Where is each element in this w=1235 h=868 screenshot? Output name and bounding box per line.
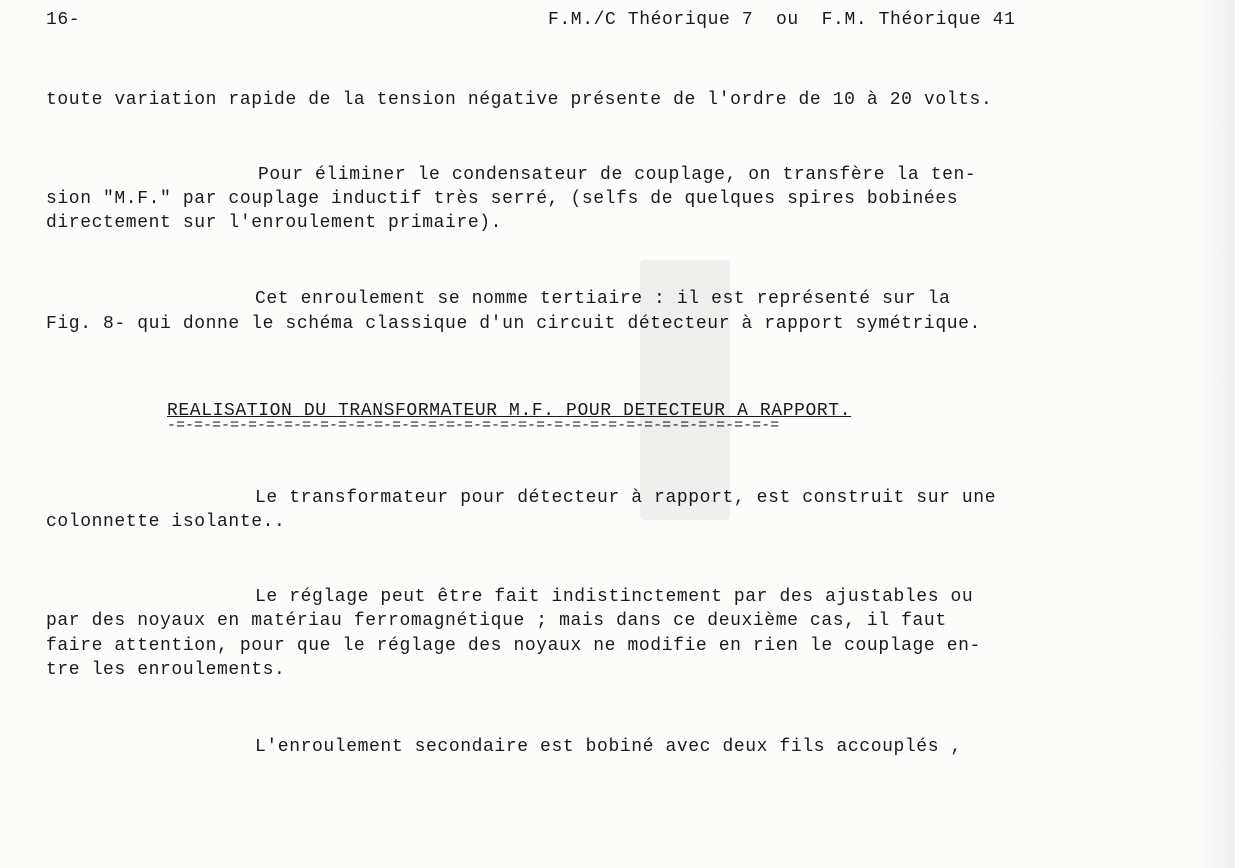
paragraph-line: Le transformateur pour détecteur à rapport, est construit sur une (255, 488, 997, 508)
scan-smudge (640, 260, 730, 520)
paragraph-line: directement sur l'enroulement primaire). (46, 213, 503, 233)
paragraph-line: colonnette isolante.. (46, 512, 286, 532)
heading-dash-underline: -=-=-=-=-=-=-=-=-=-=-=-=-=-=-=-=-=-=-=-=-=-=-=-=-=-=-=-=-=-=-=-=-=-= (167, 417, 780, 434)
section-heading: REALISATION DU TRANSFORMATEUR M.F. POUR DETECTEUR A RAPPORT. (167, 401, 852, 421)
paragraph-line: toute variation rapide de la tension négative présente de l'ordre de 10 à 20 volts. (46, 90, 993, 110)
paragraph-line: Le réglage peut être fait indistinctement par des ajustables ou (255, 587, 974, 607)
paragraph-line: L'enroulement secondaire est bobiné avec deux fils accouplés , (255, 737, 962, 757)
paragraph-line: tre les enroulements. (46, 660, 286, 680)
paragraph-line: Fig. 8- qui donne le schéma classique d'un circuit détecteur à rapport symétrique. (46, 314, 981, 334)
paragraph-line: Cet enroulement se nomme tertiaire : il est représenté sur la (255, 289, 951, 309)
paragraph-line: Pour éliminer le condensateur de couplage, on transfère la ten- (258, 165, 977, 185)
document-reference: F.M./C Théorique 7 ou F.M. Théorique 41 (548, 10, 1016, 30)
page-number: 16- (46, 10, 81, 30)
paragraph-line: sion "M.F." par couplage inductif très serré, (selfs de quelques spires bobinées (46, 189, 959, 209)
scan-edge-shadow (1195, 0, 1235, 868)
paragraph-line: faire attention, pour que le réglage des noyaux ne modifie en rien le couplage en- (46, 636, 981, 656)
paragraph-line: par des noyaux en matériau ferromagnétique ; mais dans ce deuxième cas, il faut (46, 611, 947, 631)
